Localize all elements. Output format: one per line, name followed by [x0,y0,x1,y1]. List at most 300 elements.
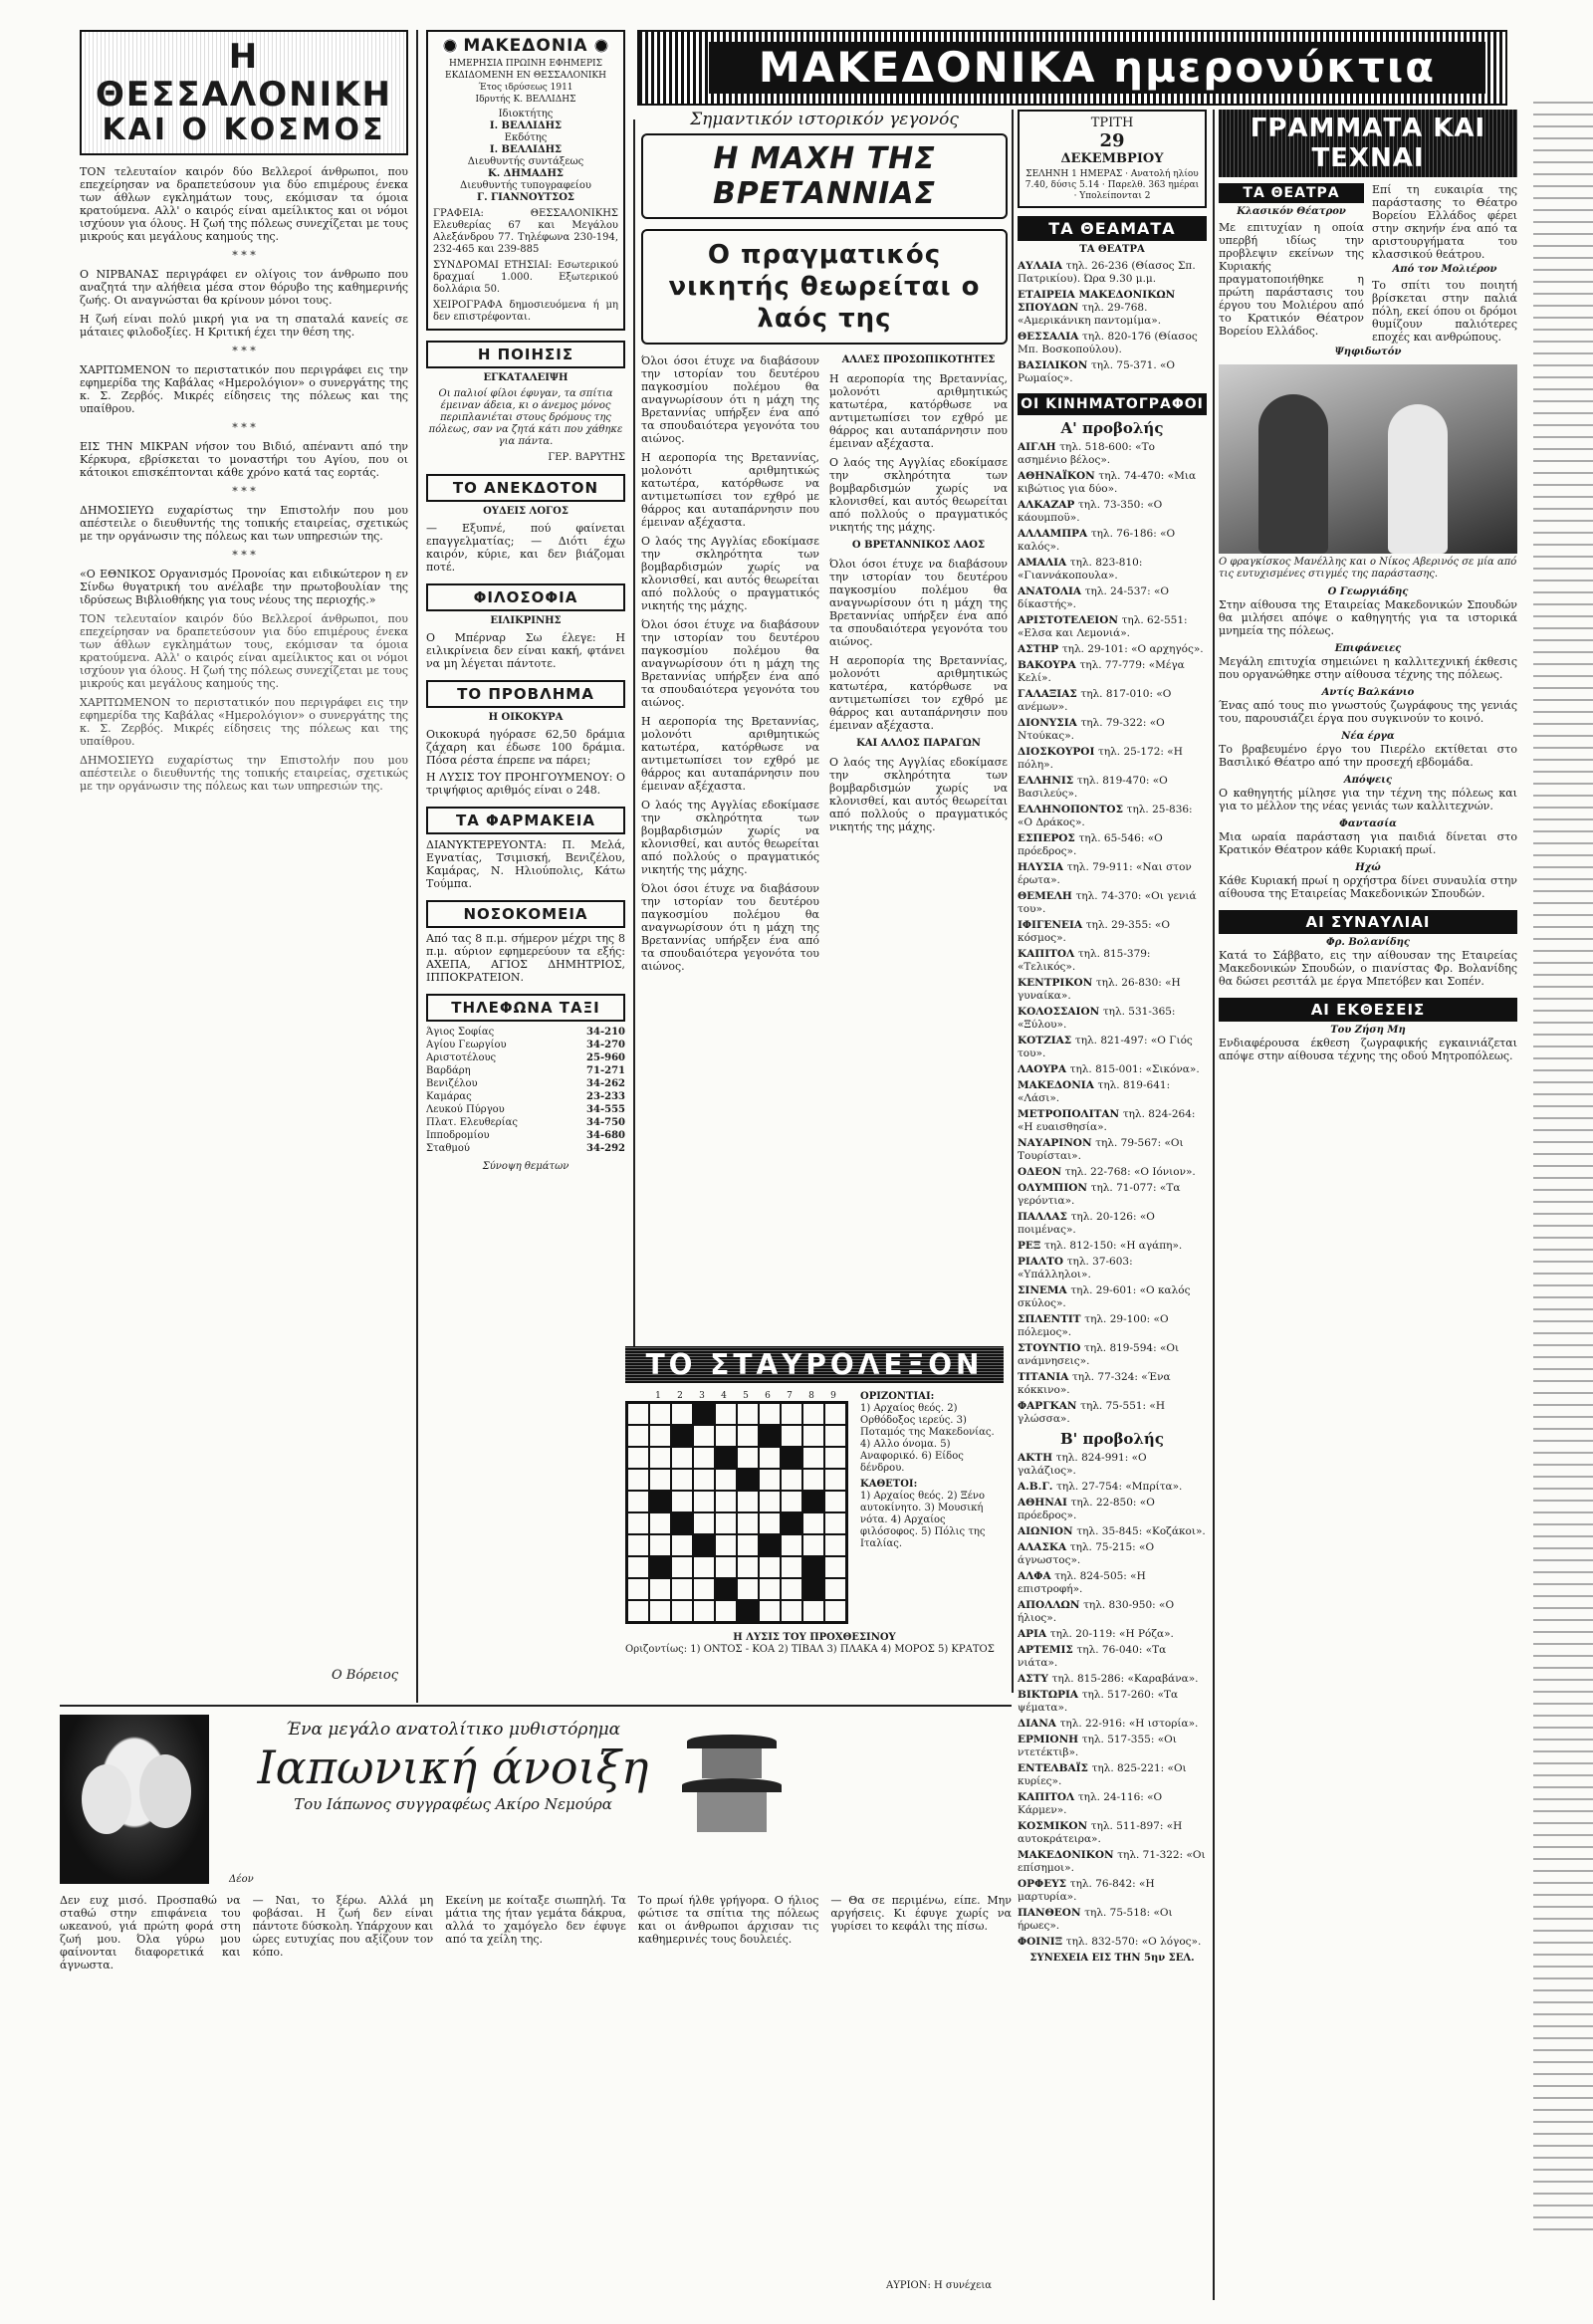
crossword-cell[interactable] [802,1425,824,1447]
crossword-cell[interactable] [627,1556,649,1578]
venue-name: ΑΚΤΗ [1018,1452,1056,1464]
crossword-cell[interactable] [627,1600,649,1622]
crossword-cell[interactable] [671,1447,693,1469]
masthead-logo: ΜΑΚΕΔΟΝΙΑ [463,36,588,56]
crossword-cell[interactable] [737,1534,759,1556]
taxi-stand-name: Λευκού Πύργου [426,1104,505,1115]
crossword-cell [715,1447,737,1469]
serial-col-1: Δεν ευχ μισό. Προσπαθώ να σταθώ στην επιφάνεια του ωκεανού, γιά πρώτη φορά στη ζωή μου. Όλα γύρω μου φαίνονται διαφορετικά και άγνωστα. [60,1894,241,1972]
venue-name: ΑΠΟΛΛΩΝ [1018,1599,1084,1611]
crossword-cell[interactable] [737,1578,759,1600]
crossword-cell [759,1425,781,1447]
arts-new-text: Το βραβευμένο έργο του Πιερέλο εκτίθεται στο Βασιλικό Θέατρο από την προσεχή εβδομάδα. [1219,743,1517,769]
crossword-cell[interactable] [759,1491,781,1512]
hospitals-heading: ΝΟΣΟΚΟΜΕΙΑ [426,900,625,928]
crossword-cell[interactable] [759,1447,781,1469]
arts-ant-text: Ένας από τους πιο γνωστούς ζωγράφους της γενιάς του, παρουσιάζει έργα που συγκινούν το κοινό. [1219,699,1517,725]
venue-description: τηλ. 77-324: «Ένα κόκκινο». [1018,1371,1171,1396]
venue-name: ΦΟΙΝΙΞ [1018,1936,1066,1948]
taxi-stand-name: Καμάρας [426,1091,472,1102]
serial-title: Ιαπωνική άνοιξη [257,1741,649,1794]
crossword-cell[interactable] [759,1556,781,1578]
arts-theatre-text: Με επιτυχίαν η οποία υπερβή ιδίως την προβλεψιν εκείνων της Κυριακής πραγματοποιήθηκε η πρώτη παράστασις του έργου του Μολιέρου από το Κρατικόν Θέατρον Βορείου Ελλάδος. [1219,221,1364,338]
venue-description: τηλ. 74-370: «Οι γενιά του». [1018,890,1197,915]
venue-description: τηλ. 74-470: «Μια κιβώτιος για δύο». [1018,470,1197,495]
crossword-cell[interactable] [649,1469,671,1491]
arts-exhib-text: Μεγάλη επιτυχία σημειώνει η καλλιτεχνική έκθεσις που οργανώθηκε στην αίθουσα τέχνης της πόλεως. [1219,655,1517,681]
crossword-cell[interactable] [649,1534,671,1556]
crossword-cell[interactable] [627,1512,649,1534]
crossword-cell[interactable] [781,1469,802,1491]
crossword-column-number: 6 [765,1391,771,1401]
crossword-down-label: ΚΑΘΕΤΟΙ: [860,1479,918,1490]
crossword-column-number: 5 [743,1391,749,1401]
serial-col-4: Το πρωί ήλθε γρήγορα. Ο ήλιος φώτισε τα σπίτια της πόλεως και οι άνθρωποι άρχισαν τις καθημερινές τους δουλειές. [637,1894,819,1946]
crossword-cell[interactable] [824,1600,846,1622]
problem-heading: ΤΟ ΠΡΟΒΛΗΜΑ [426,680,625,708]
cinemas-heading: ΟΙ ΚΙΝΗΜΑΤΟΓΡΑΦΟΙ [1018,393,1207,415]
crossword-cell[interactable] [693,1512,715,1534]
venue-name: ΑΣΤΗΡ [1018,643,1062,655]
venue-description: τηλ. 815-379: «Τελικός». [1018,948,1151,973]
arts-moliere-text: Επί τη ευκαιρία της παράστασης το Θέατρο Βορείου Ελλάδος φέρει στην σκηνήν ένα από τα αριστουργήματα του κλασσικού θεάτρου. [1372,183,1517,261]
cinemas-first-run: Α' προβολής [1060,419,1164,437]
arts-photo-caption: Ο φραγκίσκος Μανέλλης και ο Νίκος Αβερινός σε μία από τις ευτυχισμένες στιγμές της παράστασης. [1219,557,1517,580]
venue-description: τηλ. 819-594: «Οι ανάμνησεις». [1018,1342,1180,1367]
crossword-across-label: ΟΡΙΖΟΝΤΙΑΙ: [860,1391,935,1402]
venue-name: ΔΙΑΝΑ [1018,1718,1060,1730]
cinemas-second-run: Β' προβολής [1060,1430,1164,1448]
listings-heading: ΤΑ ΘΕΑΜΑΤΑ [1018,216,1207,241]
serial-kicker: Ένα μεγάλο ανατολίτικο μυθιστόρημα [285,1720,621,1740]
venue-name: ΜΕΤΡΟΠΟΛΙΤΑΝ [1018,1108,1123,1120]
date-day: 29 [1099,130,1125,151]
separator: * * * [232,345,256,357]
venue-name: ΟΔΕΟΝ [1018,1166,1065,1178]
venue-description: τηλ. 24-116: «Ο Κάρμεν». [1018,1791,1163,1816]
left-para-4: ΧΑΡΙΤΩΜΕΝΟΝ το περιστατικόν που περιγράφει εις την εφημερίδα της Καβάλας «Ημερολόγιον» ο συνεργάτης της κ. Σ. Ζερβός. Μικρές είδησεις της πόλεως και της υπαίθρου. [80,363,408,415]
taxi-row [426,1039,625,1051]
crossword-cell[interactable] [759,1578,781,1600]
masthead-owner-label: Ιδιοκτήτης [498,109,554,119]
article-kicker: Σημαντικόν ιστορικόν γεγονός [690,110,959,129]
crossword-cell[interactable] [824,1534,846,1556]
cinema-item [1018,717,1207,743]
cinema-item [1018,1313,1207,1339]
crossword-cell[interactable] [671,1556,693,1578]
philosophy-heading: ΦΙΛΟΣΟΦΙΑ [426,583,625,611]
crossword-cell[interactable] [759,1512,781,1534]
crossword-cell[interactable] [693,1578,715,1600]
crossword-cell[interactable] [802,1600,824,1622]
venue-name: ΚΟΣΜΙΚΟΝ [1018,1820,1091,1832]
crossword-cell[interactable] [824,1578,846,1600]
cinema-item [1018,861,1207,887]
crossword-cell [693,1403,715,1425]
cinema-item [1018,775,1207,801]
venue-name: ΑΛΛΑΜΠΡΑ [1018,528,1091,540]
theatre-listing [1018,260,1207,385]
crossword-cell[interactable] [759,1600,781,1622]
cinema-item [1018,614,1207,640]
pharmacies-text: ΔΙΑΝΥΚΤΕΡΕΥΟΝΤΑ: Π. Μελά, Εγνατίας, Τσιμισκή, Βενιζέλου, Καμάρας, Ν. Ηλιούπολις, Κάτω Τούμπα. [426,838,625,890]
cinema-item [1018,1689,1207,1715]
taxi-stand-phone: 25-960 [586,1052,625,1063]
crossword-cell[interactable] [715,1425,737,1447]
article-headline: Η ΜΑΧΗ ΤΗΣ ΒΡΕΤΑΝΝΙΑΣ [641,133,1008,219]
crossword-cell[interactable] [649,1578,671,1600]
crossword-column-number: 8 [808,1391,814,1401]
cinema-item [1018,1599,1207,1625]
column-rule [1213,110,1215,2300]
cinema-item [1018,1256,1207,1281]
left-para-5: ΕΙΣ ΤΗΝ ΜΙΚΡΑΝ νήσον του Βιδιό, απέναντι από την Κέρκυρα, εβρίσκεται το μοναστήρι του Αγίου, που οι κάτοικοι επισκέπτονται κάθε χρόνο κατά τας εορτάς. [80,440,408,479]
crossword-grid[interactable] [625,1401,848,1624]
masthead-note: ΧΕΙΡΟΓΡΑΦΑ δημοσιευόμενα ή μη δεν επιστρέφονται. [433,300,618,323]
venue-description: τηλ. 812-150: «Η αγάπη». [1043,1240,1183,1252]
crossword-cell[interactable] [781,1556,802,1578]
venue-description: τηλ. 75-215: «Ο άγνωστος». [1018,1541,1155,1566]
cinema-item [1018,585,1207,611]
crossword-cell [649,1556,671,1578]
separator: * * * [232,549,256,562]
venue-name: ΑΝΑΤΟΛΙΑ [1018,585,1085,597]
arts-meetings-subtitle: Φρ. Βολανίδης [1326,937,1410,948]
article-para-1b: Όλοι όσοι έτυχε να διαβάσουν την ιστορίαν του δευτέρου παγκοσμίου πολέμου θα αναγνωρίσουν ότι η μάχη της Βρεταννίας υπήρξεν ένα από τα σπουδαιότερα γεγονότα του αιώνος. [641,618,819,709]
crossword-cell[interactable] [737,1403,759,1425]
venue-description: τηλ. 22-916: «Η ιστορία». [1059,1718,1199,1730]
actor-figure-left [1258,394,1328,554]
crossword-cell[interactable] [627,1425,649,1447]
listings-subheading: ΤΑ ΘΕΑΤΡΑ [1079,244,1145,255]
venue-name: ΑΘΗΝΑΙ [1018,1497,1071,1509]
crossword-cell[interactable] [649,1600,671,1622]
venue-description: τηλ. 832-570: «Ο λόγος». [1065,1936,1202,1948]
left-para-6: ΔΗΜΟΣΙΕΥΩ ευχαρίστως την Επιστολήν που μου απέστειλε ο διευθυντής της τοπικής εταιρείας, σχετικώς με την οργάνωσιν της πόλεως και των υπηρεσιών της. [80,504,408,543]
crossword-cell[interactable] [671,1578,693,1600]
theatre-item [1018,331,1207,356]
crossword-column-number: 3 [699,1391,705,1401]
venue-description: τηλ. 22-768: «Ο Ιόνιον». [1064,1166,1196,1178]
venue-description: τηλ. 817-010: «Ο ανέμων». [1018,688,1172,713]
crossword-cell[interactable] [824,1425,846,1447]
crossword-cell[interactable] [781,1600,802,1622]
crossword-cell[interactable] [781,1425,802,1447]
crossword-cell[interactable] [693,1491,715,1512]
cinema-item [1018,1791,1207,1817]
cinema-item [1018,441,1207,467]
left-para-6-repeat: ΔΗΜΟΣΙΕΥΩ ευχαρίστως την Επιστολήν που μου απέστειλε ο διευθυντής της τοπικής εταιρείας, σχετικώς με την οργάνωσιν της πόλεως και των υπηρεσιών της. [80,754,408,793]
crossword-cell[interactable] [737,1491,759,1512]
date-weekday: ΤΡΙΤΗ [1090,116,1134,130]
arts-meetings-heading: ΑΙ ΣΥΝΑΥΛΙΑΙ [1219,910,1517,934]
cinema-item [1018,1006,1207,1032]
crossword-cell[interactable] [737,1556,759,1578]
arts-exhib-subtitle: Επιφάνειες [1334,643,1402,654]
venue-name: ΔΙΟΣΚΟΥΡΟΙ [1018,746,1099,758]
venue-name: ΗΛΥΣΙΑ [1018,861,1067,873]
venue-name: ΚΑΠΙΤΟΛ [1018,948,1078,960]
crossword-solution: Οριζοντίως: 1) ΟΝΤΟΣ - ΚΟΑ 2) ΤΙΒΑΛ 3) ΠΛΑΚΑ 4) ΜΟΡΟΣ 5) ΚΡΑΤΟΣ [625,1644,995,1655]
arts-geo-text: Στην αίθουσα της Εταιρείας Μακεδονικών Σπουδών θα μιλήσει απόψε ο καθηγητής για τα ιστορικά μνημεία της πόλεως. [1219,598,1517,637]
cinema-item [1018,1673,1207,1686]
article-section-2: Ο ΒΡΕΤΑΝΝΙΚΟΣ ΛΑΟΣ [851,540,986,551]
crossword-cell[interactable] [671,1491,693,1512]
crossword-cell[interactable] [802,1403,824,1425]
venue-description: τηλ. 75-371. «Ο Ρωμαίος». [1018,359,1176,384]
venue-name: ΦΑΡΓΚΑΝ [1018,1400,1081,1412]
crossword-cell[interactable] [802,1512,824,1534]
crossword-cell[interactable] [824,1512,846,1534]
taxi-row [426,1090,625,1103]
crossword-cell[interactable] [824,1556,846,1578]
taxi-stand-name: Άγιος Σοφίας [426,1027,495,1038]
crossword-cell[interactable] [671,1469,693,1491]
venue-description: τηλ. 819-641: «Λάσι». [1018,1079,1171,1104]
venue-name: ΕΛΛΗΝΙΣ [1018,775,1077,787]
crossword-cell[interactable] [802,1469,824,1491]
cinema-item [1018,1878,1207,1904]
venue-name: ΚΕΝΤΡΙΚΟΝ [1018,977,1096,989]
venue-description: τηλ. 815-001: «Σικόνα». [1069,1063,1200,1075]
crossword-cell[interactable] [649,1403,671,1425]
venue-description: τηλ. 37-603: «Υπάλληλοι». [1018,1256,1133,1280]
crossword-cell[interactable] [671,1403,693,1425]
arts-moliere-subtitle: Από τον Μολιέρον [1392,264,1497,275]
crossword-cell[interactable] [693,1556,715,1578]
cinema-item [1018,1182,1207,1208]
portrait-face-2 [139,1754,191,1828]
crossword-cell[interactable] [802,1447,824,1469]
venue-name: ΑΛΚΑΖΑΡ [1018,499,1078,511]
arts-votes-text: Το σπίτι του ποιητή βρίσκεται στην παλιά πόλη, εκεί όπου οι δρόμοι θυμίζουν παλιότερες εποχές και ανθρώπους. [1372,279,1517,344]
article-para-1c: Όλοι όσοι έτυχε να διαβάσουν την ιστορίαν του δευτέρου παγκοσμίου πολέμου θα αναγνωρίσουν ότι η μάχη της Βρεταννίας υπήρξεν ένα από τα σπουδαιότερα γεγονότα του αιώνος. [641,882,819,973]
venue-name: ΝΑΥΑΡΙΝΟΝ [1018,1137,1096,1149]
crossword-cell[interactable] [802,1534,824,1556]
crossword-cell[interactable] [824,1491,846,1512]
taxi-stand-name: Σταθμού [426,1143,470,1154]
serial-col-5: — Θα σε περιμένω, είπε. Μην αργήσεις. Κι έφυγε χωρίς να γυρίσει το κεφάλι της πίσω. [830,1894,1012,1933]
taxi-stand-phone: 34-292 [586,1143,625,1154]
cinema-item [1018,1718,1207,1731]
crossword-cell[interactable] [715,1469,737,1491]
crossword-cell[interactable] [649,1447,671,1469]
taxi-row [426,1142,625,1155]
serial-col-3: Εκείνη με κοίταξε σιωπηλή. Τα μάτια της ήταν γεμάτα δάκρυα, αλλά το χαμόγελο δεν έφυγε από τα χείλη της. [445,1894,626,1946]
venue-name: ΕΝΤΕΛΒΑΪΣ [1018,1762,1092,1774]
column-rule [416,30,418,1703]
taxi-stand-name: Αγίου Γεωργίου [426,1040,507,1050]
article-para-2: Η αεροπορία της Βρεταννίας, μολονότι αριθμητικώς κατωτέρα, κατόρθωσε να αντιμετωπίσει τον εχθρό με θάρρος και αυταπάρνησιν που έμειναν αξέχαστα. [641,451,819,529]
crossword-cell [802,1578,824,1600]
problem-solution: Η ΛΥΣΙΣ ΤΟΥ ΠΡΟΗΓΟΥΜΕΝΟΥ: Ο τριψήφιος αριθμός είναι ο 248. [426,771,625,797]
crossword-column-number: 9 [830,1391,836,1401]
venue-name: ΣΤΟΥΝΤΙΟ [1018,1342,1085,1354]
venue-name: ΑΙΓΛΗ [1018,441,1060,453]
cinema-item [1018,1734,1207,1759]
venue-name: ΒΑΚΟΥΡΑ [1018,659,1080,671]
venue-description: τηλ. 518-600: «Το ασημένιο βέλος». [1018,441,1155,466]
crossword-cell[interactable] [715,1512,737,1534]
cinema-item [1018,1644,1207,1670]
venue-name: ΑΡΙΑ [1018,1628,1050,1640]
portrait-face-1 [82,1764,131,1834]
venue-description: τηλ. 824-264: «Η ευαισθησία». [1018,1108,1196,1133]
crossword-cell[interactable] [824,1447,846,1469]
crossword-cell [715,1578,737,1600]
venue-description: τηλ. 820-176 (Θίασος Μπ. Βοσκοπούλου). [1018,331,1198,355]
article-para-2b: Η αεροπορία της Βρεταννίας, μολονότι αριθμητικώς κατωτέρα, κατόρθωσε να αντιμετωπίσει τον εχθρό με θάρρος και αυταπάρνησιν που έμειναν αξέχαστα. [641,715,819,793]
article-para-3d: Ο λαός της Αγγλίας εδοκίμασε την σκληρότητα των βομβαρδισμών χωρίς να κλονισθεί, και αυτός θεωρείται από πολλούς ο πραγματικός νικητής της μάχης. [829,756,1008,833]
venue-name: ΑΥΛΑΙΑ [1018,260,1066,272]
venue-description: τηλ. 29-355: «Ο κόσμος». [1018,919,1171,944]
venue-description: τηλ. 26-830: «Η γυναίκα». [1018,977,1181,1002]
taxi-stand-name: Αριστοτέλους [426,1052,497,1063]
venue-name: ΤΙΤΑΝΙΑ [1018,1371,1072,1383]
venue-name: ΘΕΜΕΛΗ [1018,890,1076,902]
venue-description: τηλ. 76-842: «Η μαρτυρία». [1018,1878,1155,1903]
left-para-1: ΤΟΝ τελευταίον καιρόν δύο Βελλεροί άνθρωποι, που επεχείρησαν να δραπετεύσουν για δύο επιμέρους ένεκα των άθλων εγκλημάτων τους, εκόμισαν τα όμοια κρατούμενα. Αλλ' ο καιρός είναι αμείλικτος και οι νόμοι ισχύουν για όλους. Η ζωή της πόλεως συνεχίζεται με τους μικρούς και μεγάλους καημούς της. [80,165,408,243]
crossword-cell[interactable] [627,1491,649,1512]
crossword-cell[interactable] [781,1491,802,1512]
crossword-cell[interactable] [693,1469,715,1491]
crossword-cell[interactable] [627,1403,649,1425]
venue-name: ΜΑΚΕΔΟΝΙΚΟΝ [1018,1849,1118,1861]
separator: * * * [232,249,256,262]
venue-description: τηλ. 25-836: «Ο Δράκος». [1018,804,1193,828]
venue-description: τηλ. 20-126: «Ο ποιμένας». [1018,1211,1155,1236]
crossword-cell [649,1491,671,1512]
masthead-founded: Έτος ιδρύσεως 1911 [478,83,573,93]
crossword-cell[interactable] [649,1512,671,1534]
actor-figure-right [1388,404,1448,554]
crossword-cell [802,1491,824,1512]
crossword-cell[interactable] [824,1403,846,1425]
venue-description: τηλ. 24-537: «Ο δίκαστής». [1018,585,1170,610]
crossword-solution-label: Η ΛΥΣΙΣ ΤΟΥ ΠΡΟΧΘΕΣΙΝΟΥ [733,1632,896,1643]
venue-description: τηλ. 531-365: «Ξύλου». [1018,1006,1176,1031]
article-para-2c: Η αεροπορία της Βρεταννίας, μολονότι αριθμητικώς κατωτέρα, κατόρθωσε να αντιμετωπίσει τον εχθρό με θάρρος και αυταπάρνησιν που έμειναν αξέχαστα. [829,372,1008,450]
crossword-cell[interactable] [627,1534,649,1556]
cinema-item [1018,1240,1207,1253]
cinema-item [1018,1628,1207,1641]
crossword-column-number: 7 [787,1391,793,1401]
crossword-cell[interactable] [737,1447,759,1469]
cinema-item [1018,499,1207,525]
arts-new-subtitle: Νέα έργα [1341,731,1395,742]
venue-name: ΑΙΩΝΙΟΝ [1018,1525,1077,1537]
crossword-number-row [647,1391,848,1401]
crossword-cell[interactable] [671,1534,693,1556]
taxi-row [426,1077,625,1090]
banner-title: ΜΑΚΕΔΟΝΙΚΑ ημερονύκτια [709,42,1485,94]
left-column-title [80,30,408,155]
crossword-cell[interactable] [715,1556,737,1578]
crossword-cell[interactable] [759,1403,781,1425]
taxi-list [426,1026,625,1155]
masthead-subscriptions: ΣΥΝΔΡΟΜΑΙ ΕΤΗΣΙΑΙ: Εσωτερικού δραχμαί 1.000. Εξωτερικού δολλάρια 50. [433,260,618,295]
crossword-cell[interactable] [737,1512,759,1534]
crossword-cell[interactable] [715,1534,737,1556]
cinema-item [1018,1936,1207,1949]
crossword-cell[interactable] [737,1425,759,1447]
arts-exhibitions-heading: ΑΙ ΕΚΘΕΣΕΙΣ [1219,998,1517,1022]
left-para-2: Ο ΝΙΡΒΑΝΑΣ περιγράφει εν ολίγοις τον άνθρωπο που αναζητά την αλήθεια μέσα στον θόρυβο της καθημερινής ζωής. Οι αναγνώσται θα κρίνουν μόνοι τους. [80,268,408,307]
crossword-cell[interactable] [781,1403,802,1425]
date-info: ΣΕΛΗΝΗ 1 ΗΜΕΡΑΣ · Ανατολή ηλίου 7.40, δύσις 5.14 · Παρελθ. 363 ημέραι · Υπολείπονται 2 [1024,169,1200,201]
crossword-cell [759,1534,781,1556]
venue-name: ΟΡΦΕΥΣ [1018,1878,1070,1890]
crossword-column-number: 1 [655,1391,661,1401]
cinema-item [1018,528,1207,554]
crossword-cell[interactable] [693,1600,715,1622]
crossword-cell[interactable] [649,1425,671,1447]
crossword-cell[interactable] [715,1600,737,1622]
left-column [80,30,408,1683]
crossword-cell[interactable] [693,1425,715,1447]
taxi-stand-phone: 71-271 [586,1065,625,1076]
pagoda-illustration [677,1725,787,1844]
left-title-line1: Η ΘΕΣΣΑΛΟΝΙΚΗ [95,37,393,115]
venue-description: τηλ. 821-497: «Ο Γιός του». [1018,1035,1193,1059]
poetry-heading: Η ΠΟΙΗΣΙΣ [426,341,625,368]
article-subhead: Ο πραγματικός νικητής θεωρείται ο λαός της [641,229,1008,345]
crossword-cell[interactable] [781,1534,802,1556]
cinema-item [1018,1525,1207,1538]
venue-name: ΣΙΝΕΜΑ [1018,1284,1071,1296]
masthead-director-label: Διευθυντής συντάξεως [467,156,584,167]
masthead-publisher: Ι. ΒΕΛΛΙΔΗΣ [489,144,563,155]
crossword-cell[interactable] [824,1469,846,1491]
arts-echo-subtitle: Ηχώ [1355,862,1381,873]
cinema-item [1018,1137,1207,1163]
crossword-cell[interactable] [715,1491,737,1512]
crossword-cell[interactable] [627,1447,649,1469]
cinema-item [1018,1570,1207,1596]
venue-description: τηλ. 26-236 (Θίασος Σπ. Πατρικίου). Ώρα 9.30 μ.μ. [1018,260,1196,285]
venue-description: τηλ. 73-350: «Ο κάουμποϋ». [1018,499,1163,524]
cinema-item [1018,1849,1207,1875]
crossword-cell[interactable] [671,1600,693,1622]
taxi-stand-name: Βενιζέλου [426,1078,478,1089]
article-para-3c: Ο λαός της Αγγλίας εδοκίμασε την σκληρότητα των βομβαρδισμών χωρίς να κλονισθεί, και αυτός θεωρείται από πολλούς ο πραγματικός νικητής της μάχης. [829,456,1008,534]
crossword-cell[interactable] [627,1469,649,1491]
cinema-item [1018,1342,1207,1368]
arts-echo-text: Κάθε Κυριακή πρωί η ορχήστρα δίνει συναυλία στην αίθουσα της Εταιρείας Μακεδονικών Σπουδών. [1219,874,1517,900]
venue-description: τηλ. 20-119: «Η Ρόζα». [1049,1628,1174,1640]
serial-col-2: — Ναι, το ξέρω. Αλλά μη φοβάσαι. Η ζωή δεν είναι πάντοτε δύσκολη. Υπάρχουν και ώρες ευτυχίας που αξίζουν τον κόπο. [252,1894,434,1959]
venue-name: ΒΑΣΙΛΙΚΟΝ [1018,359,1091,371]
venue-name: ΚΟΤΖΙΑΣ [1018,1035,1075,1046]
crossword-heading: ΤΟ ΣΤΑΥΡΟΛΕΞΟΝ [625,1346,1004,1383]
venue-description: τηλ. 76-040: «Τα νιάτα». [1018,1644,1167,1669]
article-para-2d: Η αεροπορία της Βρεταννίας, μολονότι αριθμητικώς κατωτέρα, κατόρθωσε να αντιμετωπίσει τον εχθρό με θάρρος και αυταπάρνησιν που έμειναν αξέχαστα. [829,654,1008,732]
adjacent-page-edge [1533,100,1593,2240]
listings-column [1018,110,1207,2300]
article-section-3: ΚΑΙ ΑΛΛΟΣ ΠΑΡΑΓΩΝ [856,738,981,749]
crossword-cell[interactable] [759,1469,781,1491]
article-para-3b: Ο λαός της Αγγλίας εδοκίμασε την σκληρότητα των βομβαρδισμών χωρίς να κλονισθεί, και αυτός θεωρείται από πολλούς ο πραγματικός νικητής της μάχης. [641,799,819,876]
crossword-cell[interactable] [781,1578,802,1600]
taxi-stand-name: Βαρδάρη [426,1065,471,1076]
theatre-item [1018,359,1207,385]
crossword-cell[interactable] [627,1578,649,1600]
crossword-cell[interactable] [693,1447,715,1469]
taxi-heading: ΤΗΛΕΦΩΝΑ ΤΑΞΙ [426,994,625,1022]
crossword-cell[interactable] [715,1403,737,1425]
date-month: ΔΕΚΕΜΒΡΙΟΥ [1060,151,1164,166]
masthead-printer: Γ. ΓΙΑΝΝΟΥΤΣΟΣ [476,192,575,203]
